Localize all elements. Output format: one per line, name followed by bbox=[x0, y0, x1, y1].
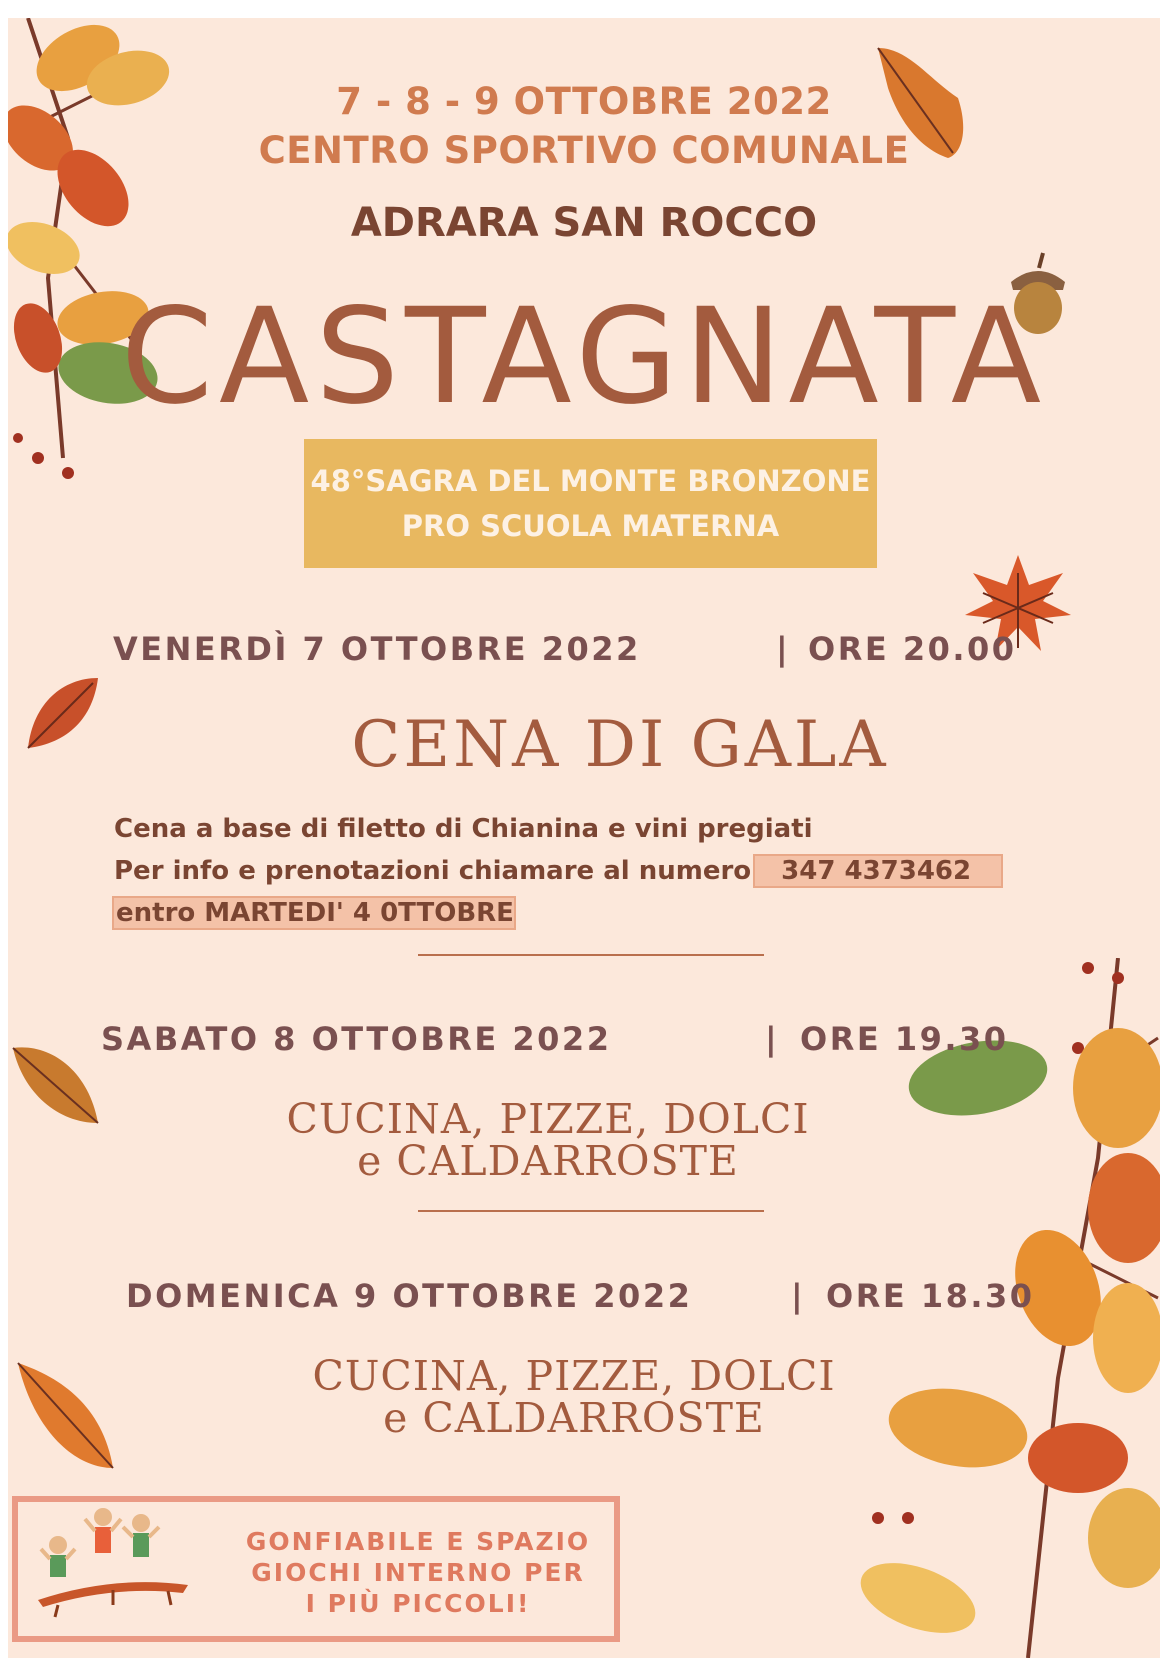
event-venue: CENTRO SPORTIVO COMUNALE bbox=[258, 129, 910, 172]
event-time-saturday: ORE 19.30 bbox=[800, 1020, 1009, 1058]
event-title-gala: CENA DI GALA bbox=[351, 708, 889, 782]
event-time-friday: ORE 20.00 bbox=[808, 630, 1017, 668]
phone-number[interactable]: 347 4373462 bbox=[753, 854, 1003, 888]
poster bbox=[8, 18, 1160, 1658]
separator: | bbox=[791, 1277, 803, 1315]
event-day-sunday: DOMENICA 9 OTTOBRE 2022 bbox=[126, 1277, 693, 1315]
description-line-2 bbox=[114, 850, 1064, 892]
oak-leaf-left-icon bbox=[8, 1038, 108, 1138]
event-menu-sunday bbox=[284, 1352, 864, 1442]
menu-line-1: CUCINA, PIZZE, DOLCI bbox=[312, 1352, 836, 1400]
separator: | bbox=[776, 630, 788, 668]
divider bbox=[418, 1210, 764, 1212]
page-title: CASTAGNATA bbox=[120, 280, 1048, 434]
kids-line-3: I PIÙ PICCOLI! bbox=[305, 1589, 531, 1618]
menu-line-1: CUCINA, PIZZE, DOLCI bbox=[286, 1095, 810, 1143]
event-menu-saturday bbox=[258, 1095, 838, 1185]
event-time-sunday: ORE 18.30 bbox=[826, 1277, 1035, 1315]
oak-leaf-lower-left-icon bbox=[13, 1358, 123, 1478]
event-town: ADRARA SAN ROCCO bbox=[350, 200, 818, 246]
kids-line-1: GONFIABILE E SPAZIO bbox=[245, 1527, 591, 1556]
kids-line-2: GIOCHI INTERNO PER bbox=[251, 1558, 585, 1587]
badge-line-1: 48°SAGRA DEL MONTE BRONZONE bbox=[310, 463, 871, 498]
booking-deadline: entro MARTEDI' 4 0TTOBRE bbox=[112, 896, 516, 930]
description-line-3 bbox=[114, 892, 1064, 934]
menu-line-2: e CALDARROSTE bbox=[357, 1137, 739, 1185]
badge-line-2: PRO SCUOLA MATERNA bbox=[401, 508, 780, 543]
event-day-friday: VENERDÌ 7 OTTOBRE 2022 bbox=[113, 630, 641, 668]
booking-info: Per info e prenotazioni chiamare al numero bbox=[114, 856, 752, 886]
separator: | bbox=[765, 1020, 777, 1058]
festival-badge bbox=[304, 439, 877, 568]
event-description bbox=[114, 808, 1064, 934]
kids-area-text bbox=[208, 1526, 628, 1619]
kids-trampoline-illustration bbox=[33, 1505, 198, 1620]
event-day-saturday: SABATO 8 OTTOBRE 2022 bbox=[101, 1020, 612, 1058]
event-dates: 7 - 8 - 9 OTTOBRE 2022 bbox=[336, 80, 832, 123]
divider bbox=[418, 954, 764, 956]
menu-line-2: e CALDARROSTE bbox=[383, 1394, 765, 1442]
description-line-1: Cena a base di filetto di Chianina e vini pregiati bbox=[114, 814, 813, 844]
